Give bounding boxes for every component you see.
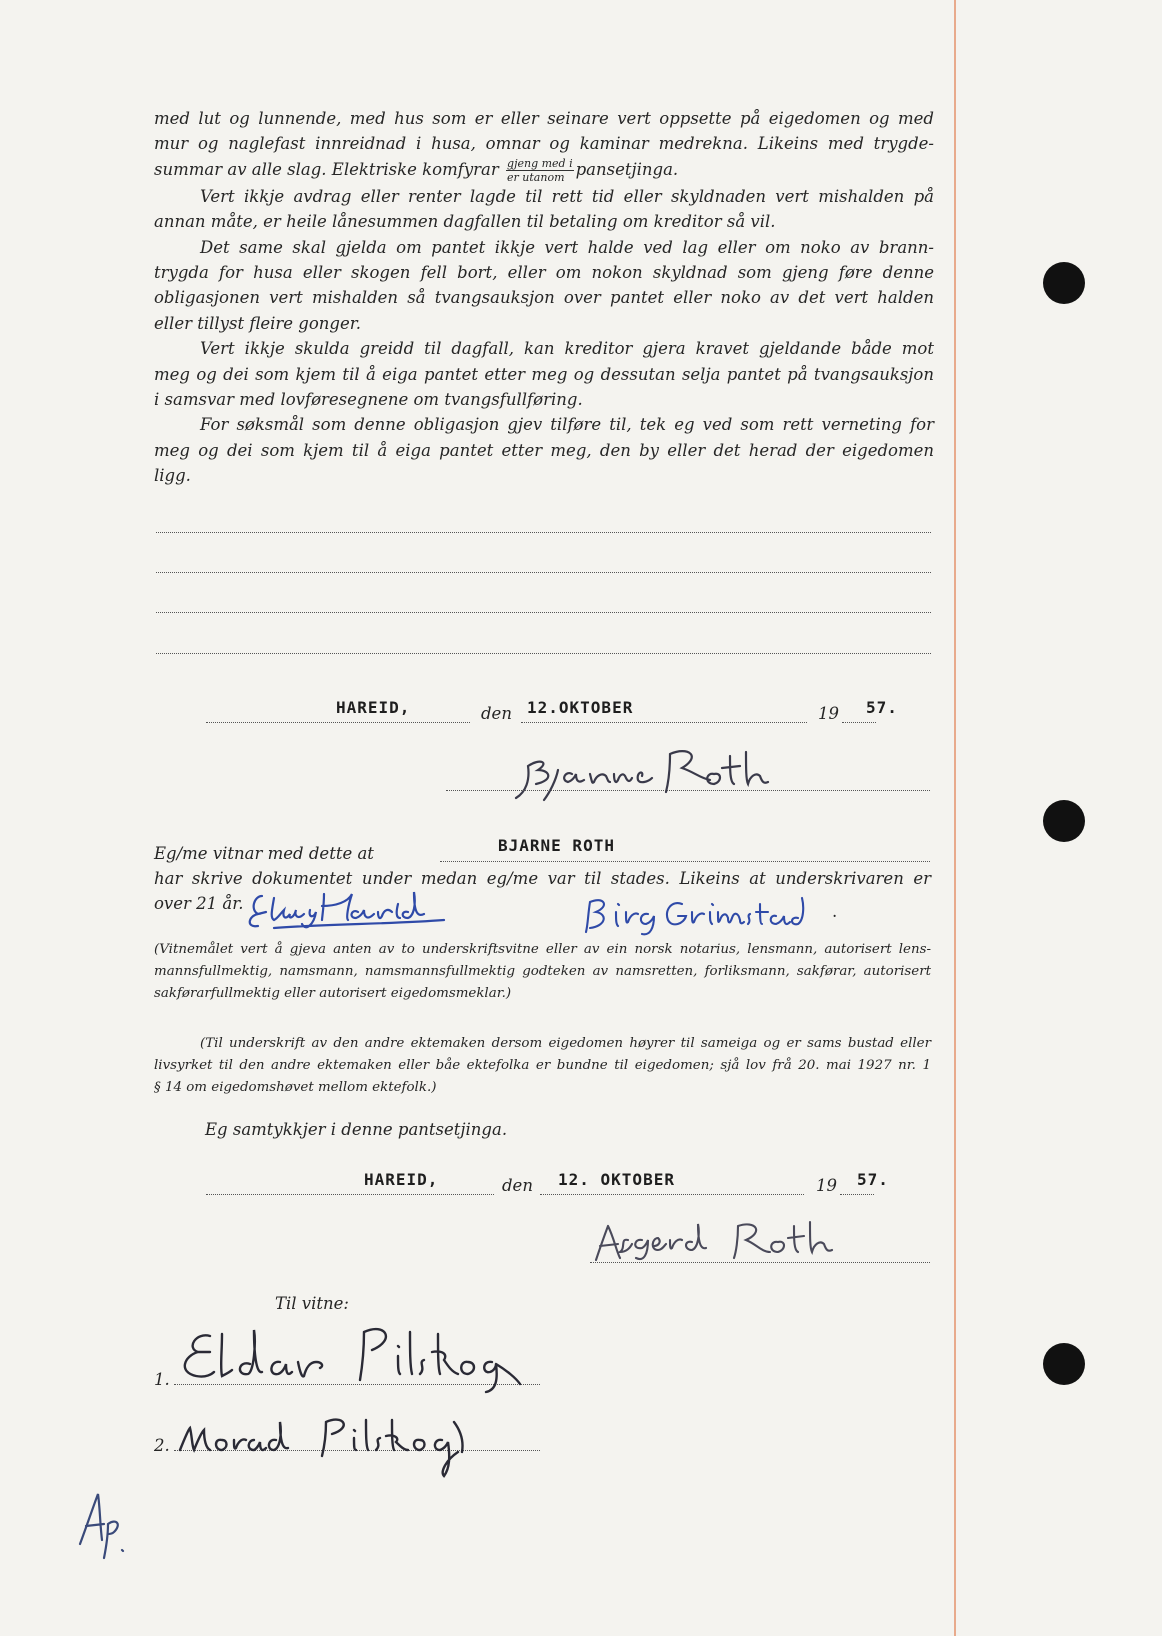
fraction-bottom: er utanom: [507, 170, 565, 184]
margin-initials-mark: [74, 1484, 134, 1560]
note-line: mannsfullmektig, namsmann, namsmannsfullmektig godteken av namsretten, forliksmann, sakførar, autorisert: [154, 964, 931, 979]
blank-line: [156, 572, 931, 573]
paragraph-2: [154, 184, 934, 235]
den-label: den: [502, 1176, 533, 1195]
place-line: [206, 1194, 494, 1195]
witness-intro: Eg/me vitnar med dette at: [154, 844, 374, 863]
text-line: meg og dei som kjem til å eiga pantet etter meg og dessutan selja pantet på tvangsauksjon: [154, 364, 934, 384]
year-field: 57.: [866, 698, 898, 717]
century-label: 19: [816, 1176, 837, 1195]
paragraph-3: [154, 235, 934, 337]
text-line: trygda for husa eller skogen fell bort, eller om nokon skyldnad som gjeng føre denne: [154, 263, 934, 283]
punch-hole: [1043, 262, 1085, 304]
blank-line: [156, 653, 931, 654]
witness-signature-1: [244, 884, 474, 934]
text-line: Det same skal gjelda om pantet ikkje vert halde ved lag eller om noko av brann-: [200, 237, 934, 257]
signature-line: [590, 1262, 930, 1263]
witness-note: [154, 939, 931, 1005]
witness-number-2: 2.: [154, 1436, 170, 1455]
place-field: HAREID,: [364, 1170, 439, 1189]
year-line: [840, 1194, 874, 1195]
text-fragment: pansetjinga.: [575, 159, 679, 179]
signature-period: .: [832, 902, 838, 921]
text-line: Vert ikkje avdrag eller renter lagde til rett tid eller skyldnaden vert mishalden på: [200, 186, 934, 206]
paragraph-1: [154, 106, 934, 184]
note-line: sakførarfullmektig eller autorisert eigedomsmeklar.): [154, 986, 512, 1001]
blank-line: [156, 612, 931, 613]
text-line: mur og naglefast innreidnad i husa, omnar og kaminar medrekna. Likeins med trygde-: [154, 134, 934, 154]
text-line: eller tillyst fleire gonger.: [154, 313, 362, 333]
witness-number-1: 1.: [154, 1370, 170, 1389]
text-line: obligasjonen vert mishalden så tvangsauksjon over pantet eller noko av det vert halden: [154, 288, 934, 308]
witness-age: over 21 år.: [154, 894, 244, 913]
witness-signature-2: [576, 894, 806, 938]
note-line: (Vitnemålet vert å gjeva anten av to underskriftsvitne eller av ein norsk notarius, lensmann, autorisert lens-: [154, 942, 931, 957]
blank-line: [156, 532, 931, 533]
date-line: [540, 1194, 804, 1195]
til-vitne-signature-2: [174, 1410, 514, 1480]
text-line: annan måte, er heile lånesummen dagfallen til betaling om kreditor så vil.: [154, 212, 776, 232]
fraction-top: gjeng med i: [507, 156, 573, 170]
year-line: [842, 722, 876, 723]
signature-bjarne-roth: [510, 740, 810, 802]
text-line: med lut og lunnende, med hus som er eller seinare vert oppsette på eigedomen og med: [154, 109, 934, 128]
text-line: Vert ikkje skulda greidd til dagfall, kan kreditor gjera kravet gjeldande både mot: [200, 339, 934, 359]
punch-hole: [1043, 800, 1085, 842]
note-line: (Til underskrift av den andre ektemaken dersom eigedomen høyrer til sameiga og er sams bustad eller: [200, 1036, 931, 1051]
text-fragment: summar av alle slag. Elektriske komfyrar: [154, 159, 499, 179]
fraction-choice: [506, 157, 574, 184]
punch-hole: [1043, 1343, 1085, 1385]
year-field: 57.: [857, 1170, 889, 1189]
century-label: 19: [818, 704, 839, 723]
til-vitne-signature-1: [176, 1322, 556, 1394]
text-line: [154, 157, 934, 184]
spouse-note: [154, 1033, 931, 1099]
name-line: [440, 861, 930, 862]
witness-statement: har skrive dokumentet under medan eg/me var til stades. Likeins at underskrivaren er: [154, 869, 931, 888]
note-line: § 14 om eigedomshøvet mellom ektefolk.): [154, 1080, 437, 1095]
witness-subject-name: BJARNE ROTH: [498, 836, 615, 855]
place-field: HAREID,: [336, 698, 411, 717]
signature-asgerd-roth: [592, 1218, 852, 1264]
paragraph-4: [154, 336, 934, 412]
note-line: livsyrket til den andre ektemaken eller båe ektefolka er bundne til eigedomen; sjå lov frå 20. mai 1927 nr. 1: [154, 1058, 931, 1073]
text-line: meg og dei som kjem til å eiga pantet etter meg, den by eller det herad der eigedomen: [154, 440, 934, 460]
date-field: 12. OKTOBER: [558, 1170, 675, 1189]
place-line: [206, 722, 470, 723]
til-vitne-label: Til vitne:: [275, 1294, 349, 1313]
date-line: [521, 722, 807, 723]
text-line: For søksmål som denne obligasjon gjev tilføre til, tek eg ved som rett verneting for: [200, 415, 934, 435]
paragraph-5: [154, 412, 934, 488]
den-label: den: [481, 704, 512, 723]
text-line: ligg.: [154, 466, 191, 486]
date-field: 12.OKTOBER: [527, 698, 634, 717]
signature-line: [446, 790, 930, 791]
text-line: i samsvar med lovføresegnene om tvangsfullføring.: [154, 390, 583, 410]
body-text: [154, 106, 934, 489]
consent-text: Eg samtykkjer i denne pantsetjinga.: [205, 1120, 508, 1139]
margin-rule: [954, 0, 956, 1636]
